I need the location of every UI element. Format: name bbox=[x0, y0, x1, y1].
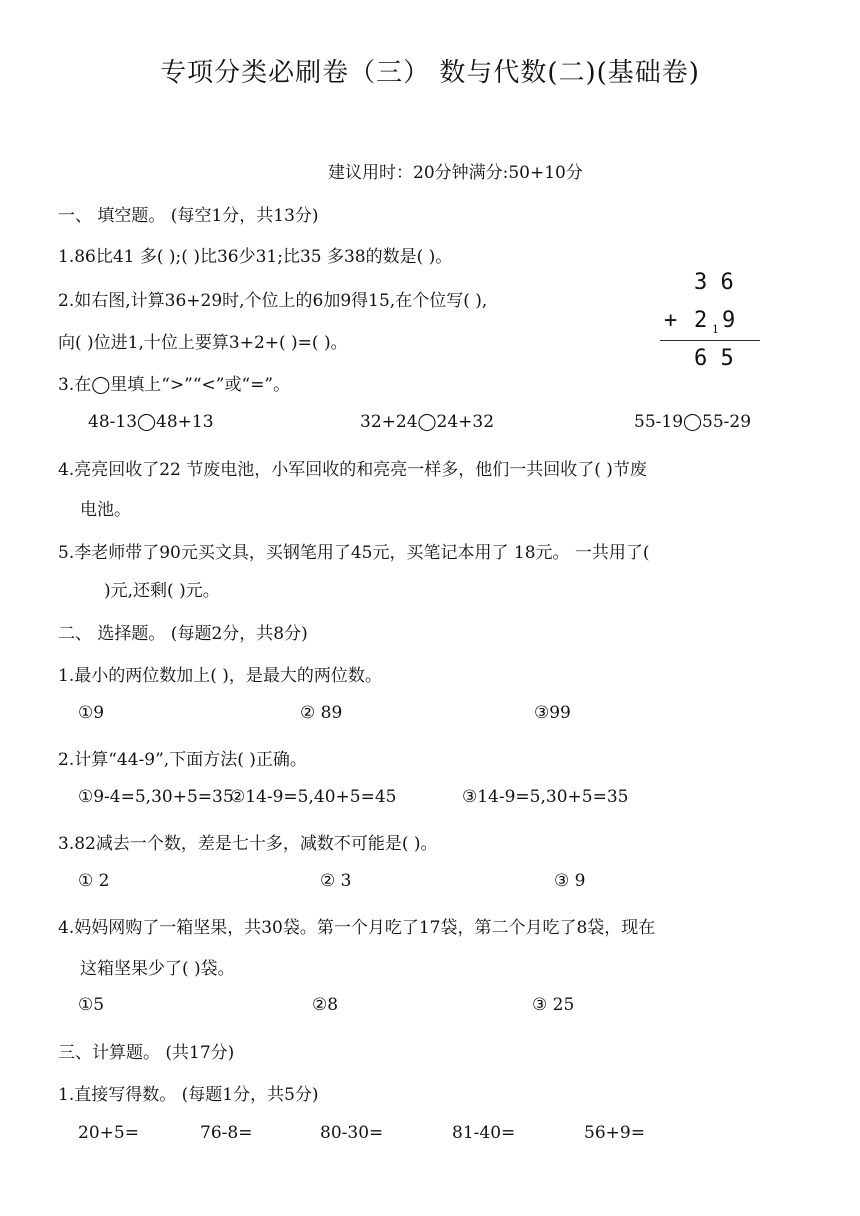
s2-q1-option-3: ③99 bbox=[534, 703, 571, 723]
s2-q2-option-3: ③14-9=5,30+5=35 bbox=[462, 787, 629, 807]
s1-question-2-line1: 2.如右图,计算36+29时,个位上的6加9得15,在个位写( ), bbox=[58, 291, 488, 311]
addend-1: 3 6 bbox=[694, 270, 734, 295]
sum-result: 6 5 bbox=[694, 346, 734, 371]
s2-question-1: 1.最小的两位数加上( )，是最大的两位数。 bbox=[58, 666, 382, 686]
section-3-header: 三、计算题。 (共17分) bbox=[58, 1043, 235, 1063]
s3-question-1: 1.直接写得数。 (每题1分，共5分) bbox=[58, 1085, 319, 1105]
s3-q1-item-5: 56+9= bbox=[584, 1123, 645, 1143]
s2-question-2: 2.计算“44-9”,下面方法( )正确。 bbox=[58, 750, 307, 770]
section-2-header: 二、 选择题。 (每题2分，共8分) bbox=[58, 624, 308, 644]
sum-line bbox=[660, 340, 760, 341]
s1-question-3: 3.在◯里填上“>”“<”或“=”。 bbox=[58, 375, 291, 395]
page-title: 专项分类必刷卷（三） 数与代数(二)(基础卷) bbox=[160, 58, 700, 88]
s2-q3-option-1: ① 2 bbox=[78, 871, 110, 891]
s3-q1-item-2: 76-8= bbox=[200, 1123, 253, 1143]
s1-question-5-line1: 5.李老师带了90元买文具，买钢笔用了45元，买笔记本用了 18元。 一共用了( bbox=[58, 543, 650, 563]
s2-q1-option-2: ② 89 bbox=[300, 703, 343, 723]
s1-question-1: 1.86比41 多( );( )比36少31;比35 多38的数是( )。 bbox=[58, 247, 453, 267]
s2-q2-option-1: ①9-4=5,30+5=35 bbox=[78, 787, 234, 807]
s2-q4-option-2: ②8 bbox=[312, 995, 339, 1015]
s2-q3-option-2: ② 3 bbox=[320, 871, 352, 891]
s2-question-4-line2: 这箱坚果少了( )袋。 bbox=[80, 959, 235, 979]
s1-question-4-line1: 4.亮亮回收了22 节废电池，小军回收的和亮亮一样多，他们一共回收了( )节废 bbox=[58, 460, 647, 480]
s2-q2-option-2: ②14-9=5,40+5=45 bbox=[230, 787, 397, 807]
s1-question-2-line2: 向( )位进1,十位上要算3+2+( )=( )。 bbox=[58, 333, 348, 353]
s2-q4-option-1: ①5 bbox=[78, 995, 105, 1015]
s2-question-3: 3.82减去一个数，差是七十多，减数不可能是( )。 bbox=[58, 834, 438, 854]
s1-question-4-line2: 电池。 bbox=[80, 500, 131, 520]
addend-2-ones: 9 bbox=[722, 308, 736, 333]
s1-q3-item-2: 32+24◯24+32 bbox=[360, 412, 495, 432]
s2-q1-option-1: ①9 bbox=[78, 703, 105, 723]
s3-q1-item-4: 81-40= bbox=[452, 1123, 516, 1143]
plus-sign: + bbox=[664, 308, 678, 333]
suggested-time: 建议用时：20分钟满分:50+10分 bbox=[328, 163, 583, 183]
carry-digit: 1 bbox=[712, 323, 719, 336]
section-1-header: 一、 填空题。 (每空1分，共13分) bbox=[58, 206, 319, 226]
s2-q3-option-3: ③ 9 bbox=[554, 871, 586, 891]
addend-2-tens: 2 bbox=[694, 308, 708, 333]
s3-q1-item-3: 80-30= bbox=[320, 1123, 384, 1143]
s3-q1-item-1: 20+5= bbox=[78, 1123, 139, 1143]
s2-q4-option-3: ③ 25 bbox=[532, 995, 575, 1015]
s1-q3-item-3: 55-19◯55-29 bbox=[634, 412, 752, 432]
s2-question-4-line1: 4.妈妈网购了一箱坚果，共30袋。第一个月吃了17袋，第二个月吃了8袋，现在 bbox=[58, 918, 656, 938]
s1-q3-item-1: 48-13◯48+13 bbox=[88, 412, 214, 432]
s1-question-5-line2: )元,还剩( )元。 bbox=[104, 581, 220, 601]
